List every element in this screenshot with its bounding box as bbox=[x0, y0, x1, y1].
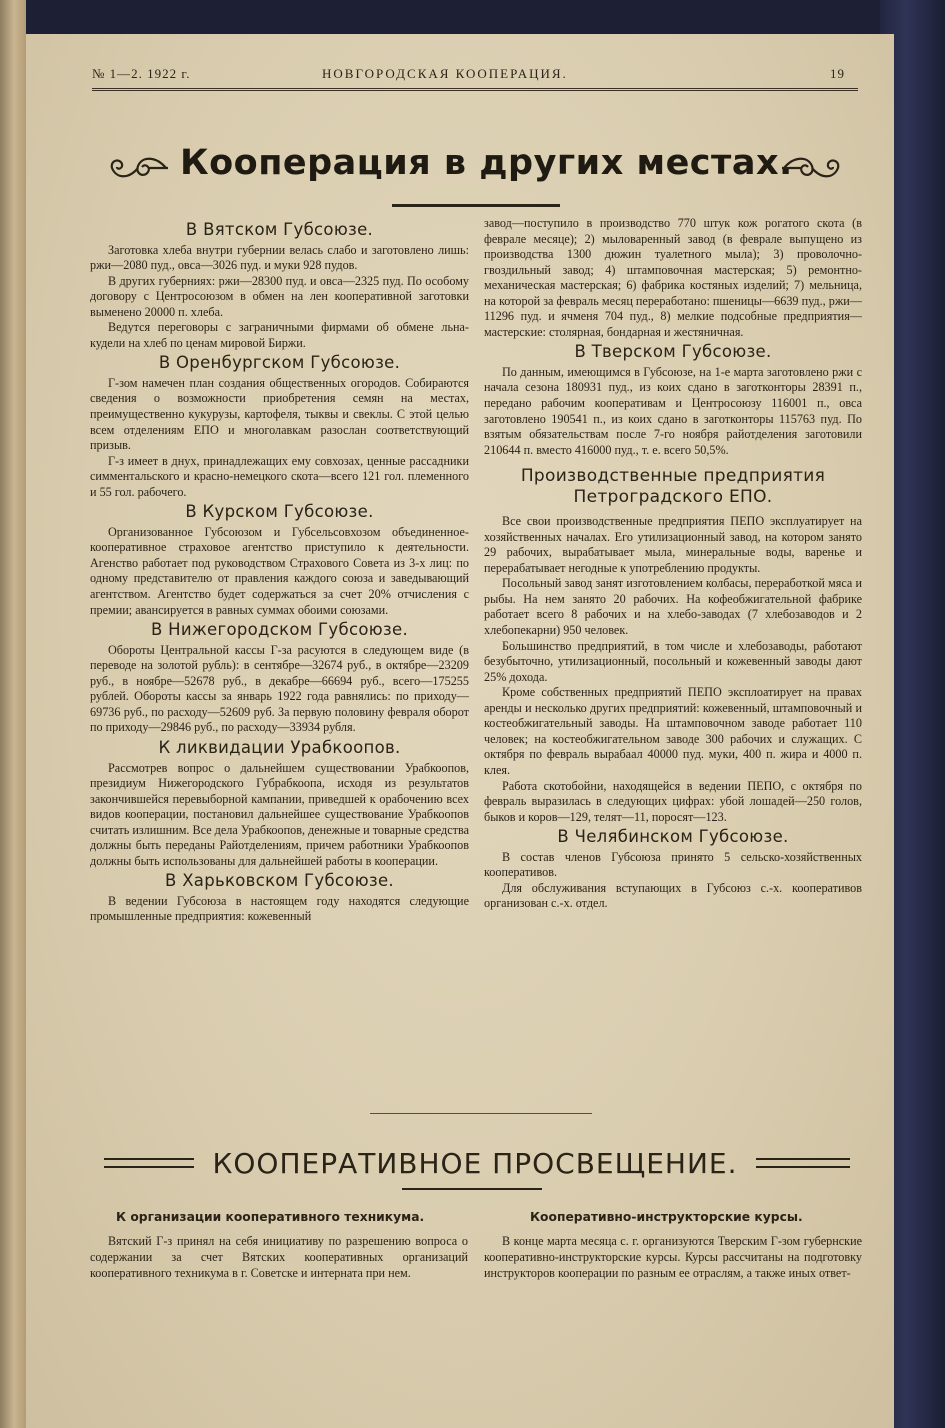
section-title: КООПЕРАТИВНОЕ ПРОСВЕЩЕНИЕ. bbox=[212, 1147, 738, 1180]
article-heading-kursk: В Курском Губсоюзе. bbox=[185, 502, 374, 522]
article-heading-chelyabinsk: В Челябинском Губсоюзе. bbox=[557, 827, 789, 847]
paragraph: Посольный завод занят изготовлением колбасы, переработкой мяса и рыбы. На нем занято 20 рабочих. На кофеобжигательной фабрике работает всего 8 рабочих и на хлебо-заводах (7 хлебозаводов и 2 хлебопекарни) 950 человек. bbox=[484, 576, 862, 638]
journal-name: НОВГОРОДСКАЯ КООПЕРАЦИЯ. bbox=[322, 66, 568, 81]
header-rule bbox=[92, 88, 858, 91]
section-rule-left bbox=[104, 1158, 194, 1168]
article-heading-nizhny: В Нижегородском Губсоюзе. bbox=[150, 620, 408, 640]
paragraph: В конце марта месяца с. г. организуются Тверским Г-зом губернские кооперативно-инструкторские курсы. Курсы рассчитаны на подготовку инструкторов кооперации по разным ее отраслям, а также иных ответ- bbox=[484, 1234, 862, 1280]
subheading-technikum: К организации кооперативного техникума. bbox=[116, 1210, 425, 1224]
section-rule-right bbox=[756, 1158, 850, 1168]
paragraph: Кроме собственных предприятий ПЕПО эксплоатирует на правах аренды и несколько других предприятий: кожевенный, штамповочный и костеобжигательный заводы. На штамповочном заводе работает 110 человек; на костеобжигательном заводе 300 рабочих и служащих. С октября по февраль вырабаал 40000 пуд. муки, 400 п. жира и 4000 п. клея. bbox=[484, 685, 862, 777]
paragraph: Для обслуживания вступающих в Губсоюз с.-х. кооперативов организован с.-х. отдел. bbox=[484, 880, 862, 911]
article-heading-tver: В Тверском Губсоюзе. bbox=[574, 342, 772, 362]
paragraph: В других губерниях: ржи—28300 пуд. и овса—2325 пуд. По особому договору с Центросоюзом в обмен на лен кооперативной заготовки выменено 20000 п. хлеба. bbox=[90, 273, 469, 319]
previous-page-edge bbox=[0, 0, 26, 1428]
paragraph: Ведутся переговоры с заграничными фирмами об обмене льна-кудели на хлеб по ценам мировой Биржи. bbox=[90, 320, 469, 350]
paragraph: Большинство предприятий, в том числе и хлебозаводы, работают безубыточно, утилизационный, посольный и кожевенный заводы дают 25% дохода. bbox=[484, 638, 862, 684]
running-header bbox=[92, 66, 857, 86]
paragraph: По данным, имеющимся в Губсоюзе, на 1-е марта заготовлено ржи с начала сезона 180931 пуд., из коих сдано в заготконторы 28391 п., передано рабочим кооперативам и Центросоюзу 116001 п., овса заготовлено 190541 п., из коих сдано в заготконторы 115763 пуд. По взятым обязательствам после 7-го ноября райотделения заготовили 210644 п. вместо 416000 пуд., т. е. всего 50,5%. bbox=[484, 364, 862, 457]
paragraph: Обороты Центральной кассы Г-за расуются в следующем виде (в переводе на золотой рубль): в сентябре—32674 руб., в октябре—23209 руб., в ноябре—52678 руб., в декабре—66694 руб., всего—175255 рублей. Обороты кассы за январь 1922 года равнялись: по приходу—69736 руб., по расходу—52609 руб. За первую половину февраля оборот по приходу—29846 руб., по расходу—33934 рубля. bbox=[90, 642, 469, 735]
left-flourish-ornament bbox=[108, 150, 170, 186]
paragraph: Заготовка хлеба внутри губернии велась слабо и заготовлено лишь: ржи—2080 пуд., овса—3026 пуд. и муки 928 пудов. bbox=[90, 242, 469, 273]
bottom-right-text bbox=[484, 1234, 862, 1281]
left-column bbox=[90, 218, 469, 925]
paragraph: Г-зом намечен план создания общественных огородов. Собираются сведения о возможности приобретения семян на местах, преимущественно кукурузы, картофеля, тыквы и свеклы. С этой целью всем отделениям ЕПО и многолавкам разослан соответствующий призыв. bbox=[90, 375, 469, 453]
article-heading-vyatka: В Вятском Губсоюзе. bbox=[185, 220, 374, 239]
article-heading-orenburg: В Оренбургском Губсоюзе. bbox=[158, 353, 401, 373]
section-title-underline bbox=[402, 1188, 542, 1190]
title-underline bbox=[392, 204, 560, 207]
paragraph: В состав членов Губсоюза принято 5 сельско-хозяйственных кооперативов. bbox=[484, 849, 862, 880]
right-flourish-ornament bbox=[780, 150, 842, 186]
article-heading-petrograd: Производственные предприятия Петроградского ЕПО. bbox=[520, 466, 826, 508]
paragraph: В ведении Губсоюза в настоящем году находятся следующие промышленные предприятия: кожевенный bbox=[90, 893, 469, 924]
section-divider bbox=[370, 1113, 592, 1114]
paragraph: Организованное Губсоюзом и Губсельсовхозом объединенное-кооперативное страховое агентство приступило к деятельности. Агенство работает под руководством Страхового Совета из 3-х лиц: по одному представителю от правления каждого союза и заведывающий агентством. Агентство будет содержаться за счет 20% отчисления с премии; авансируется в равных суммах обоими союзами. bbox=[90, 524, 469, 617]
subheading-courses: Кооперативно-инструкторские курсы. bbox=[530, 1210, 803, 1224]
paragraph: Работа скотобойни, находящейся в ведении ПЕПО, с октября по февраль выразилась в следующих цифрах: убой лошадей—250 голов, быков и коров—129, телят—11, поросят—123. bbox=[484, 778, 862, 824]
page-number: 19 bbox=[830, 66, 845, 81]
right-column bbox=[484, 216, 862, 912]
issue-number: № 1—2. 1922 г. bbox=[92, 66, 191, 81]
paragraph-continued: завод—поступило в производство 770 штук кож рогатого скота (в феврале месяце); 2) мыловаренный завод (в феврале выпущено из производства 1300 дюжин туалетного мыла); 3) проволочно-гвоздильный завод; 4) штамповочная мастерская; 5) ремонтно-механическая мастерская; 6) фабрика костяных изделий; 7) мельница, на которой за февраль месяц переработано: пшеницы—6639 пуд., ржи—11296 пуд. и ячменя 704 пуд., 8) мелкие подсобные предприятия—мастерские: столярная, бондарная и жестяничная. bbox=[484, 216, 862, 339]
paragraph: Г-з имеет в днух, принадлежащих ему совхозах, ценные рассадники симментальского и красно-немецкого скота—всего 121 гол. племенного и 55 гол. рабочего. bbox=[90, 453, 469, 499]
paragraph: Рассмотрев вопрос о дальнейшем существовании Урабкоопов, президиум Нижегородского Губрабкоопа, исходя из результатов закончившейся перевыборной кампании, приведшей к орабочению всех видов кооперации, постановил дальнейшее существование Урабкоопов считать излишним. Все дела Урабкоопов, денежные и товарные средства должны быть переданы Райотделениям, причем работники Урабкоопов должны быть использованы для дальнейшей работы в кооперации. bbox=[90, 760, 469, 868]
article-heading-kharkov: В Харьковском Губсоюзе. bbox=[165, 871, 394, 891]
paragraph: Вятский Г-з принял на себя инициативу по разрешению вопроса о содержании за счет Вятских кооперативных организаций кооперативного техникума в г. Советске и интерната при нем. bbox=[90, 1234, 468, 1280]
article-heading-urabkoop: К ликвидации Урабкоопов. bbox=[158, 737, 401, 757]
paragraph: Все свои производственные предприятия ПЕПО эксплуатирует на хозяйственных началах. Его утилизационный завод, на котором занято 29 рабочих, вырабатывает мыла, минеральные воды, варенье и перерабатывает негодные к употреблению продукты. bbox=[484, 514, 862, 575]
bottom-left-text bbox=[90, 1234, 468, 1281]
main-title: Кооперация в других местах. bbox=[180, 143, 793, 183]
